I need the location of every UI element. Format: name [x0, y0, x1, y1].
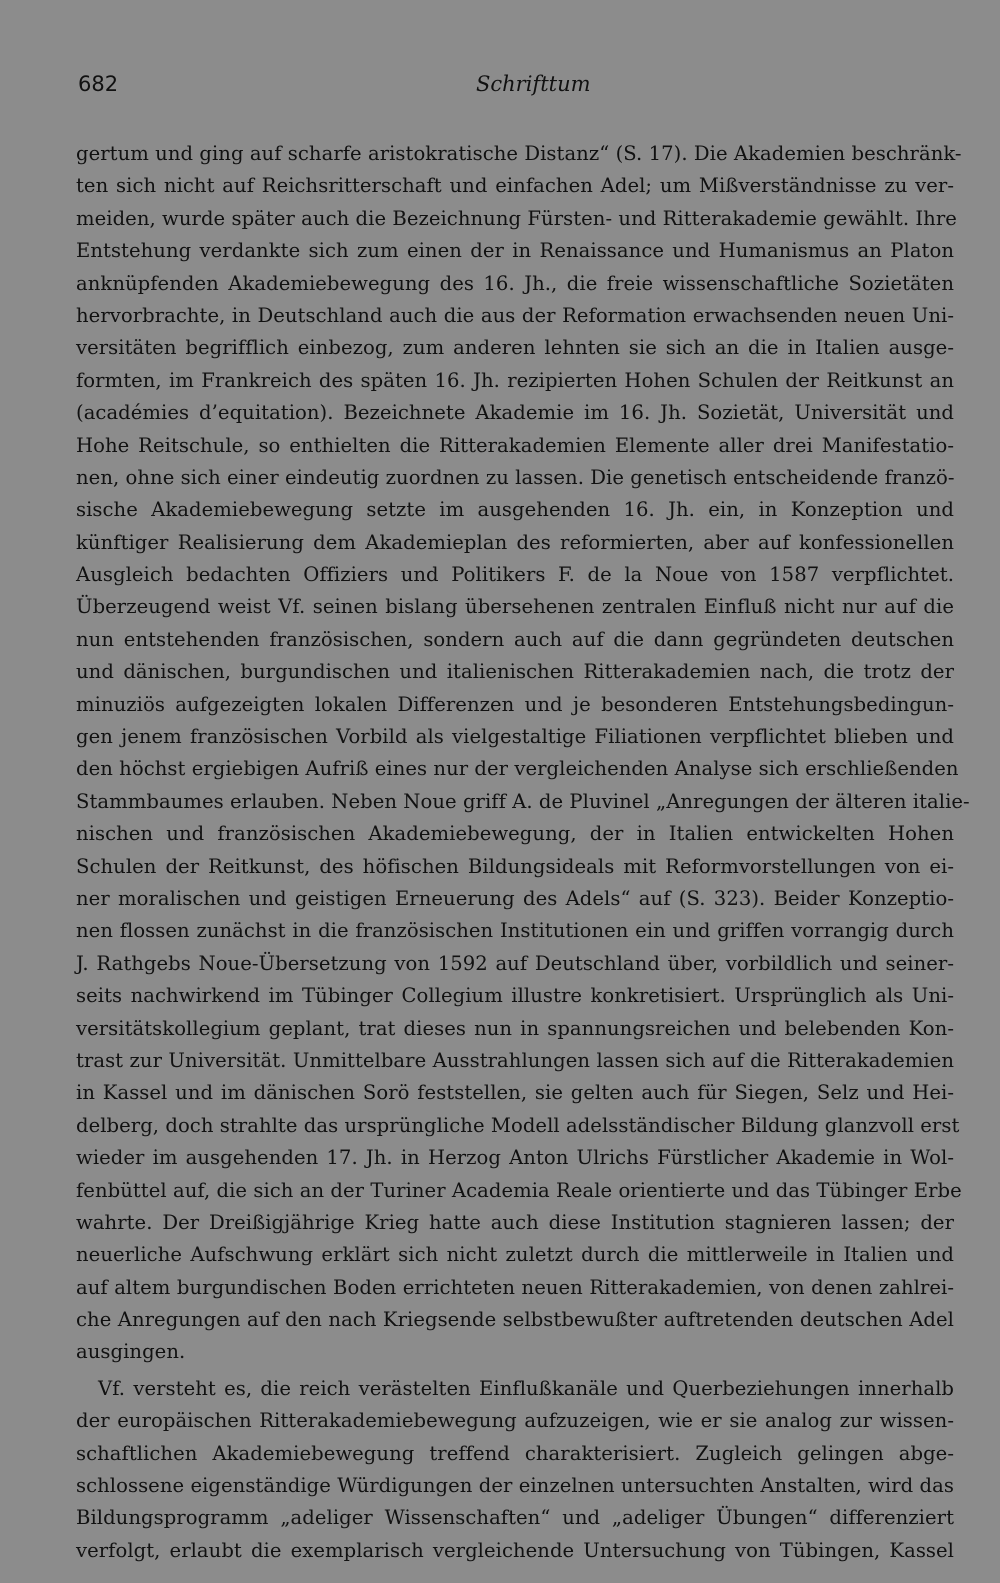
text-line: (académies d’equitation). Bezeichnete Akademie im 16. Jh. Sozietät, Universität und	[76, 401, 954, 425]
body-text	[76, 138, 970, 1567]
running-head: Schrifttum	[476, 72, 591, 96]
text-line: sische Akademiebewegung setzte im ausgehenden 16. Jh. ein, in Konzeption und	[76, 498, 954, 522]
text-line: nen, ohne sich einer eindeutig zuordnen zu lassen. Die genetisch entscheidende franzö-	[76, 465, 955, 489]
text-line: delberg, doch strahlte das ursprüngliche Modell adelsständischer Bildung glanzvoll erst	[76, 1113, 960, 1137]
text-line: wieder im ausgehenden 17. Jh. in Herzog Anton Ulrichs Fürstlicher Akademie in Wol-	[76, 1146, 954, 1170]
text-line: in Kassel und im dänischen Sorö feststellen, sie gelten auch für Siegen, Selz und Hei-	[76, 1081, 954, 1105]
text-line: künftiger Realisierung dem Akademieplan des reformierten, aber auf konfessionellen	[76, 530, 954, 554]
text-line: versitäten begrifflich einbezog, zum anderen lehnten sie sich an die in Italien ausge-	[76, 336, 954, 360]
text-line: nun entstehenden französischen, sondern auch auf die dann gegründeten deutschen	[76, 627, 954, 651]
text-line: schaftlichen Akademiebewegung treffend charakterisiert. Zugleich gelingen abge-	[76, 1441, 954, 1465]
text-line: auf altem burgundischen Boden errichteten neuen Ritterakademien, von denen zahlrei-	[76, 1275, 954, 1299]
text-line: formten, im Frankreich des späten 16. Jh. rezipierten Hohen Schulen der Reitkunst an	[76, 368, 954, 392]
text-line: Ausgleich bedachten Offiziers und Politikers F. de la Noue von 1587 verpflichtet.	[76, 563, 954, 587]
text-line: Hohe Reitschule, so enthielten die Ritterakademien Elemente aller drei Manifestatio-	[76, 433, 954, 457]
text-line: seits nachwirkend im Tübinger Collegium illustre konkretisiert. Ursprünglich als Uni-	[76, 984, 954, 1008]
text-line: der europäischen Ritterakademiebewegung aufzuzeigen, wie er sie analog zur wissen-	[76, 1409, 954, 1433]
text-line: fenbüttel auf, die sich an der Turiner Academia Reale orientierte und das Tübinger Erbe	[76, 1178, 962, 1202]
text-line: Überzeugend weist Vf. seinen bislang übersehenen zentralen Einfluß nicht nur auf die	[76, 595, 954, 619]
text-line: nischen und französischen Akademiebewegung, der in Italien entwickelten Hohen	[76, 822, 954, 846]
text-line: Schulen der Reitkunst, des höfischen Bildungsideals mit Reformvorstellungen von ei-	[76, 854, 954, 878]
text-line: Stammbaumes erlauben. Neben Noue griff A. de Pluvinel „Anregungen der älteren italie-	[76, 789, 970, 813]
text-line: nen flossen zunächst in die französischen Institutionen ein und griffen vorrangig durch	[76, 919, 954, 943]
page-number: 682	[78, 72, 119, 96]
text-line: schlossene eigenständige Würdigungen der einzelnen untersuchten Anstalten, wird das	[76, 1474, 954, 1498]
paragraph	[76, 138, 970, 1369]
text-line: meiden, wurde später auch die Bezeichnung Fürsten- und Ritterakademie gewählt. Ihre	[76, 206, 957, 230]
text-line: versitätskollegium geplant, trat dieses nun in spannungsreichen und belebenden Kon-	[76, 1016, 954, 1040]
text-line: ausgingen.	[76, 1340, 186, 1364]
text-line: den höchst ergiebigen Aufriß eines nur der vergleichenden Analyse sich erschließenden	[76, 757, 959, 781]
text-line: minuziös aufgezeigten lokalen Differenzen und je besonderen Entstehungsbedingun-	[76, 692, 954, 716]
text-line: Vf. versteht es, die reich verästelten Einflußkanäle und Querbeziehungen innerhalb	[98, 1376, 954, 1400]
text-line: anknüpfenden Akademiebewegung des 16. Jh., die freie wissenschaftliche Sozietäten	[76, 271, 954, 295]
text-line: ten sich nicht auf Reichsritterschaft und einfachen Adel; um Mißverständnisse zu ver-	[76, 174, 954, 198]
text-line: che Anregungen auf den nach Kriegsende selbstbewußter auftretenden deutschen Adel	[76, 1308, 954, 1332]
page-header	[78, 72, 948, 108]
text-line: Bildungsprogramm „adeliger Wissenschaften“ und „adeliger Übungen“ differenziert	[76, 1506, 954, 1530]
text-line: verfolgt, erlaubt die exemplarisch vergleichende Untersuchung von Tübingen, Kassel	[76, 1538, 954, 1562]
text-line: hervorbrachte, in Deutschland auch die aus der Reformation erwachsenden neuen Uni-	[76, 303, 954, 327]
text-line: wahrte. Der Dreißigjährige Krieg hatte auch diese Institution stagnieren lassen; der	[76, 1210, 954, 1234]
text-line: ner moralischen und geistigen Erneuerung des Adels“ auf (S. 323). Beider Konzeptio-	[76, 886, 954, 910]
text-line: gertum und ging auf scharfe aristokratische Distanz“ (S. 17). Die Akademien beschränk-	[76, 142, 962, 165]
text-line: und dänischen, burgundischen und italienischen Ritterakademien nach, die trotz der	[76, 660, 954, 684]
paragraph	[76, 1373, 954, 1567]
text-line: Entstehung verdankte sich zum einen der in Renaissance und Humanismus an Platon	[76, 239, 954, 263]
text-line: trast zur Universität. Unmittelbare Ausstrahlungen lassen sich auf die Ritterakademien	[76, 1048, 954, 1072]
text-line: J. Rathgebs Noue-Übersetzung von 1592 auf Deutschland über, vorbildlich und seiner-	[76, 951, 954, 975]
text-line: neuerliche Aufschwung erklärt sich nicht zuletzt durch die mittlerweile in Italien und	[76, 1243, 954, 1267]
text-line: gen jenem französischen Vorbild als vielgestaltige Filiationen verpflichtet blieben und	[76, 725, 954, 749]
